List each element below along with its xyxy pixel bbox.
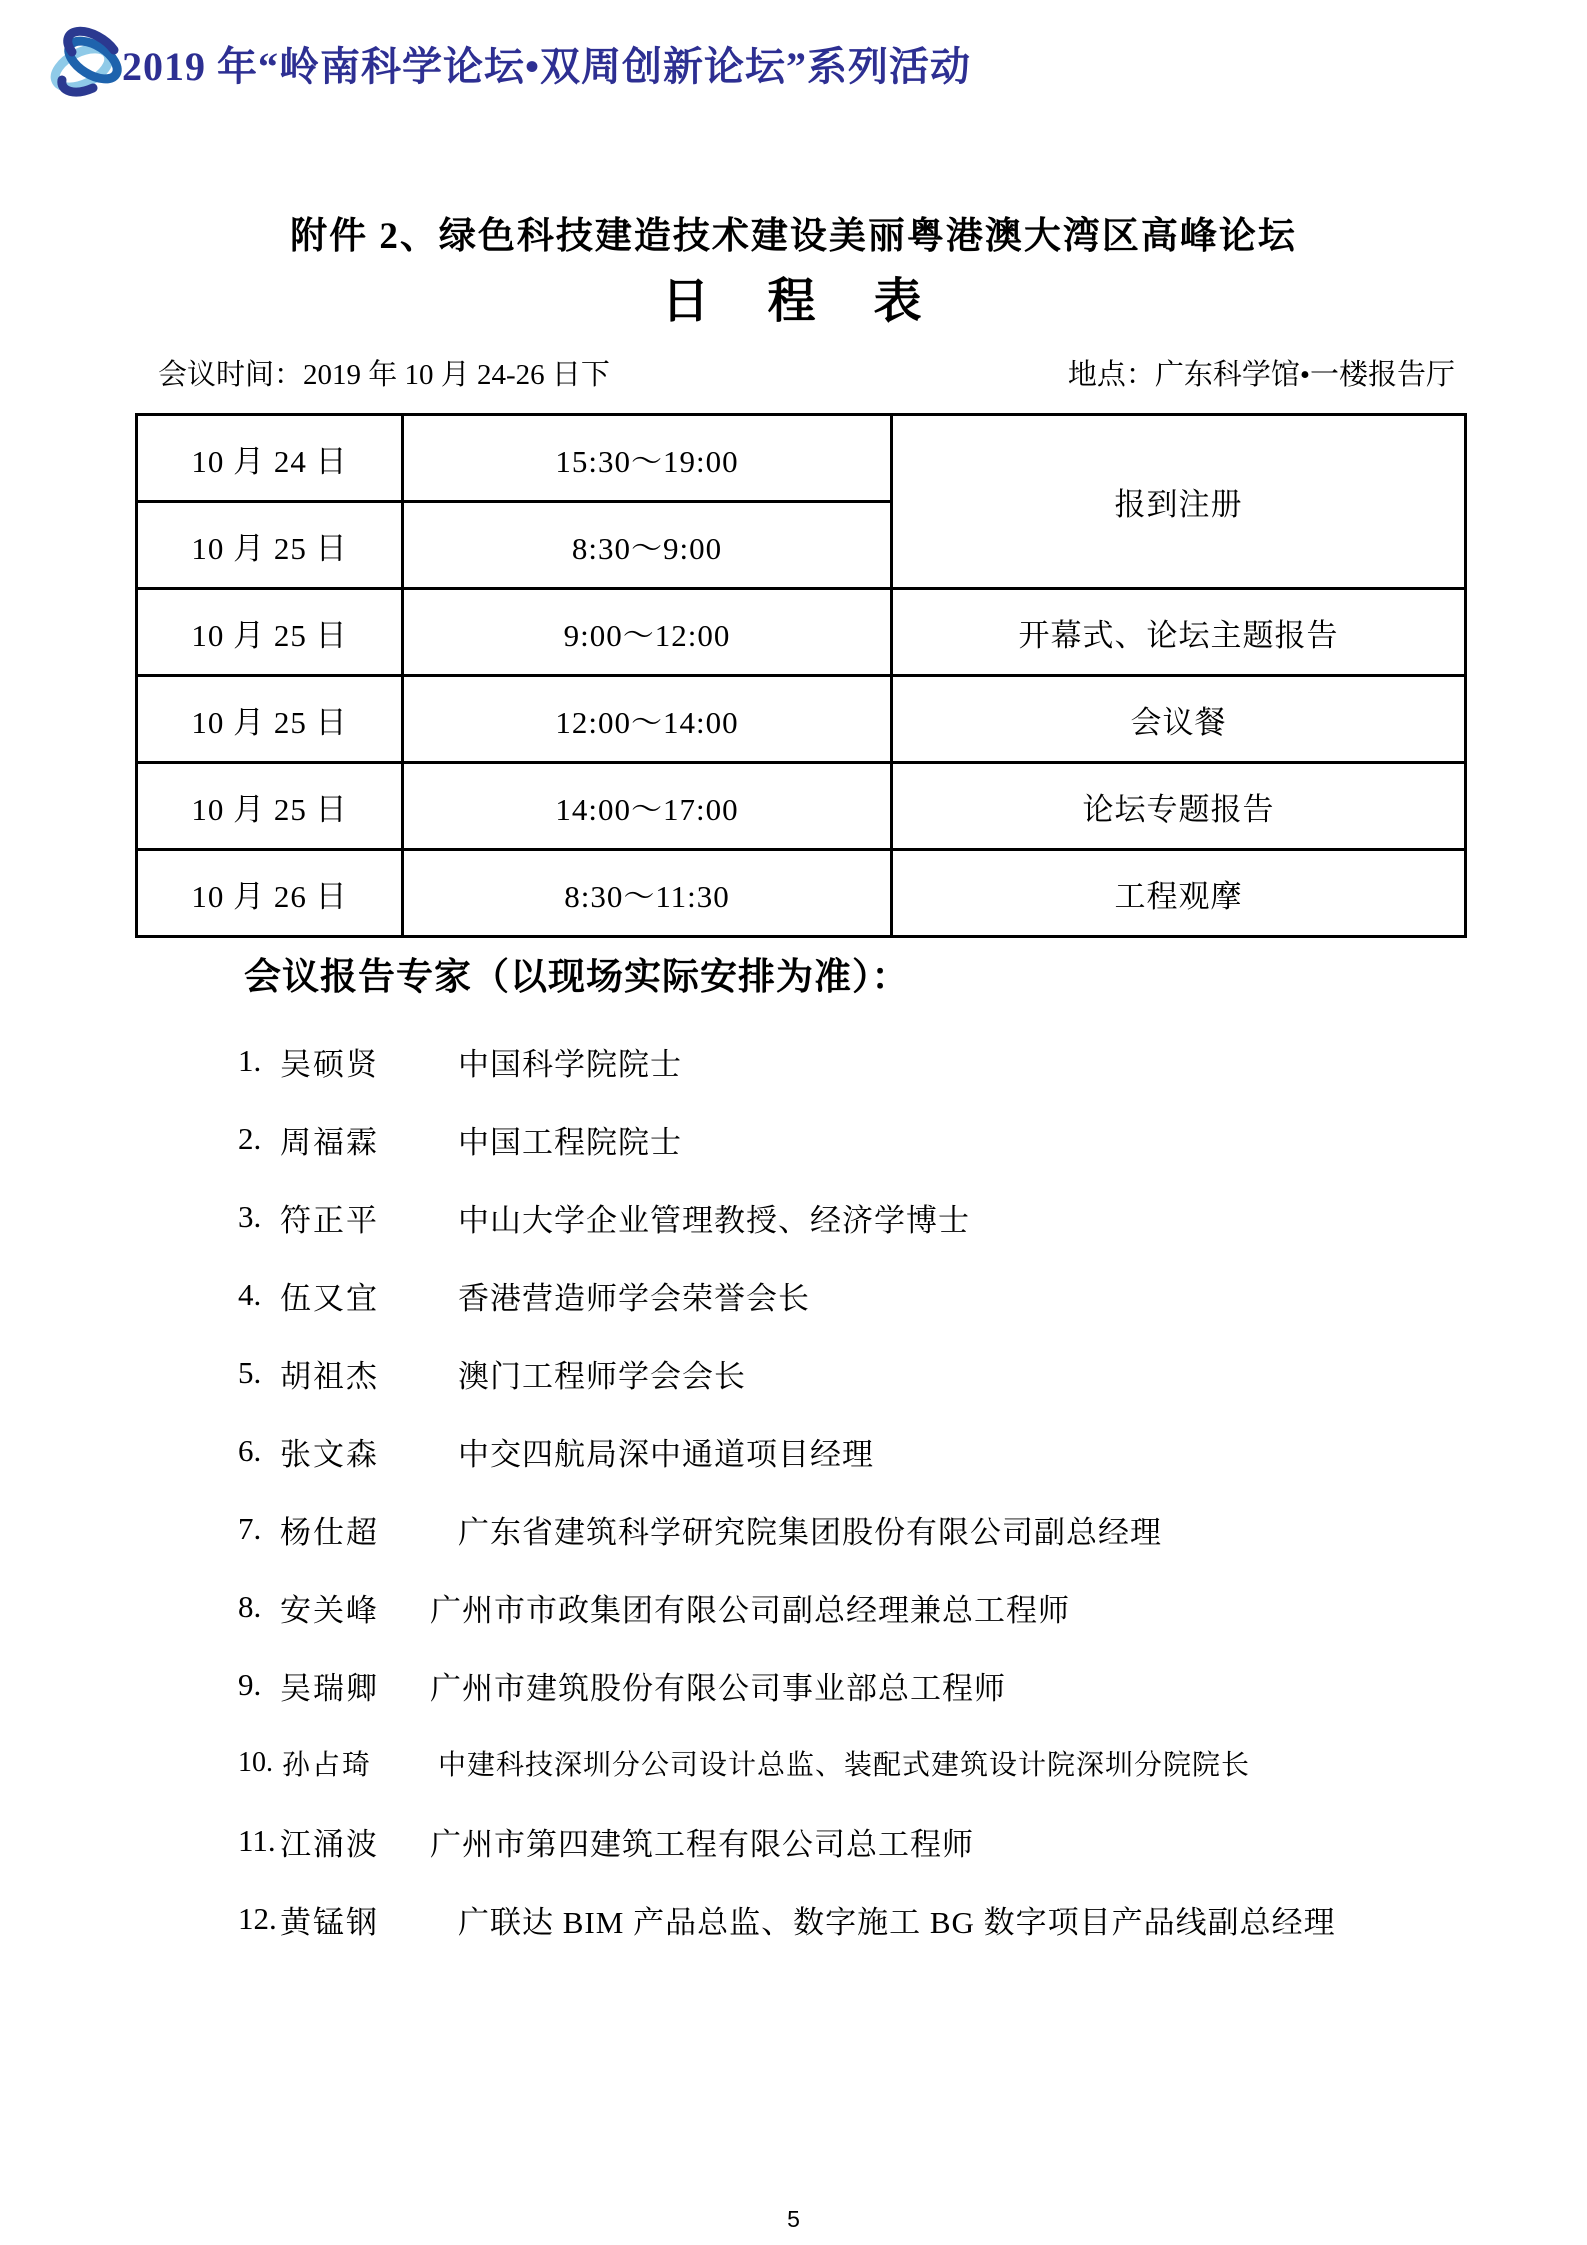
- date-cell: 10 月 25 日: [137, 502, 403, 589]
- attachment-title: 附件 2、绿色科技建造技术建设美丽粤港澳大湾区高峰论坛: [290, 216, 1297, 257]
- expert-name: 江涌波: [280, 1826, 379, 1862]
- activity-cell: 开幕式、论坛主题报告: [892, 589, 1466, 676]
- expert-name: 吴硕贤: [280, 1046, 379, 1082]
- expert-number: 5.: [238, 1355, 262, 1390]
- table-row: [137, 850, 1466, 937]
- meeting-location: 地点：广东科学馆•一楼报告厅: [1067, 359, 1455, 391]
- expert-item: [238, 1022, 1547, 1100]
- expert-title: 广州市市政集团有限公司副总经理兼总工程师: [430, 1592, 1070, 1628]
- expert-title: 中建科技深圳分公司设计总监、装配式建筑设计院深圳分院院长: [438, 1750, 1251, 1781]
- expert-number: 7.: [238, 1511, 262, 1546]
- expert-title: 中国工程院院士: [458, 1124, 682, 1160]
- expert-title: 中交四航局深中通道项目经理: [458, 1436, 874, 1472]
- time-cell: 15:30～19:00: [403, 415, 892, 502]
- expert-title: 广东省建筑科学研究院集团股份有限公司副总经理: [458, 1514, 1162, 1550]
- meeting-info-line: [158, 352, 1455, 393]
- activity-cell: 报到注册: [892, 415, 1466, 589]
- experts-heading: 会议报告专家（以现场实际安排为准）：: [244, 957, 910, 998]
- schedule-title: 日 程 表: [661, 275, 926, 328]
- expert-item: [238, 1256, 1547, 1334]
- expert-name: 胡祖杰: [280, 1358, 379, 1394]
- expert-name: 张文森: [280, 1436, 379, 1472]
- date-cell: 10 月 25 日: [137, 676, 403, 763]
- expert-name: 吴瑞卿: [280, 1670, 379, 1706]
- table-row: [137, 763, 1466, 850]
- expert-item: [238, 1178, 1547, 1256]
- expert-item: [238, 1568, 1547, 1646]
- experts-list: [238, 1022, 1547, 1958]
- expert-number: 2.: [238, 1121, 262, 1156]
- expert-number: 11.: [238, 1823, 276, 1858]
- expert-name: 杨仕超: [280, 1514, 379, 1550]
- activity-cell: 论坛专题报告: [892, 763, 1466, 850]
- expert-number: 10.: [238, 1747, 273, 1778]
- time-cell: 8:30～9:00: [403, 502, 892, 589]
- expert-item: [238, 1412, 1547, 1490]
- time-cell: 8:30～11:30: [403, 850, 892, 937]
- expert-number: 9.: [238, 1667, 262, 1702]
- forum-rings-logo-icon: [48, 22, 128, 104]
- expert-number: 4.: [238, 1277, 262, 1312]
- time-cell: 14:00～17:00: [403, 763, 892, 850]
- date-cell: 10 月 26 日: [137, 850, 403, 937]
- expert-name: 孙占琦: [282, 1750, 373, 1781]
- expert-title: 香港营造师学会荣誉会长: [458, 1280, 810, 1316]
- page-number: 5: [787, 2206, 800, 2232]
- expert-item: [238, 1100, 1547, 1178]
- expert-item: [238, 1724, 1547, 1802]
- expert-number: 6.: [238, 1433, 262, 1468]
- table-row: [137, 589, 1466, 676]
- expert-name: 伍又宜: [280, 1280, 379, 1316]
- table-row: [137, 676, 1466, 763]
- expert-title: 广联达 BIM 产品总监、数字施工 BG 数字项目产品线副总经理: [458, 1904, 1336, 1940]
- expert-title: 广州市第四建筑工程有限公司总工程师: [430, 1826, 974, 1862]
- expert-title: 中山大学企业管理教授、经济学博士: [458, 1202, 970, 1238]
- date-cell: 10 月 24 日: [137, 415, 403, 502]
- date-cell: 10 月 25 日: [137, 589, 403, 676]
- expert-title: 中国科学院院士: [458, 1046, 682, 1082]
- expert-item: [238, 1802, 1547, 1880]
- expert-name: 安关峰: [280, 1592, 379, 1628]
- activity-cell: 工程观摩: [892, 850, 1466, 937]
- expert-number: 8.: [238, 1589, 262, 1624]
- schedule-table: [135, 413, 1467, 938]
- time-cell: 12:00～14:00: [403, 676, 892, 763]
- time-cell: 9:00～12:00: [403, 589, 892, 676]
- expert-number: 3.: [238, 1199, 262, 1234]
- activity-cell: 会议餐: [892, 676, 1466, 763]
- meeting-time: 会议时间：2019 年 10 月 24-26 日下: [158, 359, 610, 391]
- page-header: [48, 22, 971, 104]
- expert-number: 12.: [238, 1901, 277, 1936]
- expert-item: [238, 1646, 1547, 1724]
- expert-title: 广州市建筑股份有限公司事业部总工程师: [430, 1670, 1006, 1706]
- expert-item: [238, 1334, 1547, 1412]
- table-row: [137, 415, 1466, 502]
- series-title: 2019 年“岭南科学论坛•双周创新论坛”系列活动: [122, 43, 972, 89]
- expert-name: 周福霖: [280, 1124, 379, 1160]
- date-cell: 10 月 25 日: [137, 763, 403, 850]
- expert-title: 澳门工程师学会会长: [458, 1358, 746, 1394]
- expert-name: 黄锰钢: [280, 1904, 379, 1940]
- expert-item: [238, 1880, 1547, 1958]
- expert-item: [238, 1490, 1547, 1568]
- expert-name: 符正平: [280, 1202, 379, 1238]
- expert-number: 1.: [238, 1043, 262, 1078]
